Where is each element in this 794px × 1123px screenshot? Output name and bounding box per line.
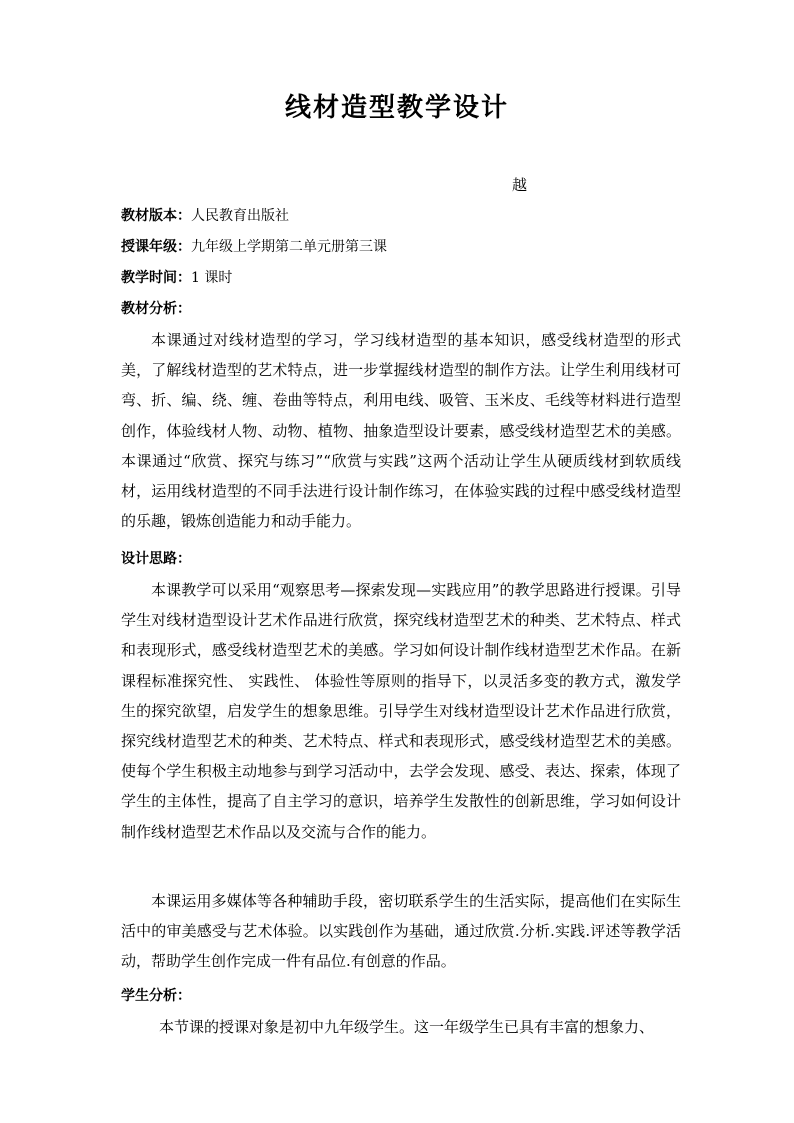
paragraph-student-analysis: 本节课的授课对象是初中九年级学生。这一年级学生已具有丰富的想象力、 (159, 1018, 655, 1036)
meta-grade-label: 授课年级： (121, 239, 191, 255)
meta-edition-label: 教材版本： (121, 208, 191, 224)
section-heading-textbook-analysis: 教材分析： (121, 301, 191, 317)
meta-time-label: 教学时间： (121, 270, 191, 286)
section-heading-design-idea: 设计思路： (121, 551, 191, 567)
paragraph-design-idea-1: 本课教学可以采用“观察思考—探索发现—实践应用”的教学思路进行授课。引导学生对线材造型设计艺术作品进行欣赏，探究线材造型艺术的种类、艺术特点、样式和表现形式，感受线材造型艺术的美感。学习如何设计制作线材造型艺术作品。在新课程标准探究性、 实践性、 体验性等原则的指导下，以灵活多变的教方式，激发学生的探究欲望，启发学生的想象思维。引导学生对线材造型设计艺术作品进行欣赏，探究线材造型艺术的种类、艺术特点、样式和表现形式，感受线材造型艺术的美感。使每个学生积极主动地参与到学习活动中，去学会发现、感受、表达、探索，体现了学生的主体性，提高了自主学习的意识，培养学生发散性的创新思维，学习如何设计制作线材造型艺术作品以及交流与合作的能力。 (121, 581, 681, 841)
meta-grade (121, 234, 387, 260)
meta-edition-value: 人民教育出版社 (191, 208, 289, 224)
author-name: 越 (512, 176, 528, 194)
meta-time-value: 1 课时 (191, 270, 233, 286)
paragraph-design-idea-2: 本课运用多媒体等各种辅助手段，密切联系学生的生活实际，提高他们在实际生活中的审美感受与艺术体验。以实践创作为基础，通过欣赏.分析.实践.评述等教学活动，帮助学生创作完成一件有品位.有创意的作品。 (121, 892, 681, 971)
section-heading-student-analysis: 学生分析： (121, 988, 191, 1004)
meta-time (121, 265, 232, 291)
paragraph-textbook-analysis: 本课通过对线材造型的学习，学习线材造型的基本知识，感受线材造型的形式美，了解线材造型的艺术特点，进一步掌握线材造型的制作方法。让学生利用线材可弯、折、编、绕、缠、卷曲等特点，利用电线、吸管、玉米皮、毛线等材料进行造型创作，体验线材人物、动物、植物、抽象造型设计要素，感受线材造型艺术的美感。本课通过“欣赏、探究与练习”“欣赏与实践”这两个活动让学生从硬质线材到软质线材，运用线材造型的不同手法进行设计制作练习，在体验实践的过程中感受线材造型的乐趣，锻炼创造能力和动手能力。 (121, 331, 681, 531)
meta-grade-value: 九年级上学期第二单元册第三课 (191, 239, 387, 255)
meta-edition (121, 203, 289, 229)
document-title: 线材造型教学设计 (284, 93, 509, 123)
